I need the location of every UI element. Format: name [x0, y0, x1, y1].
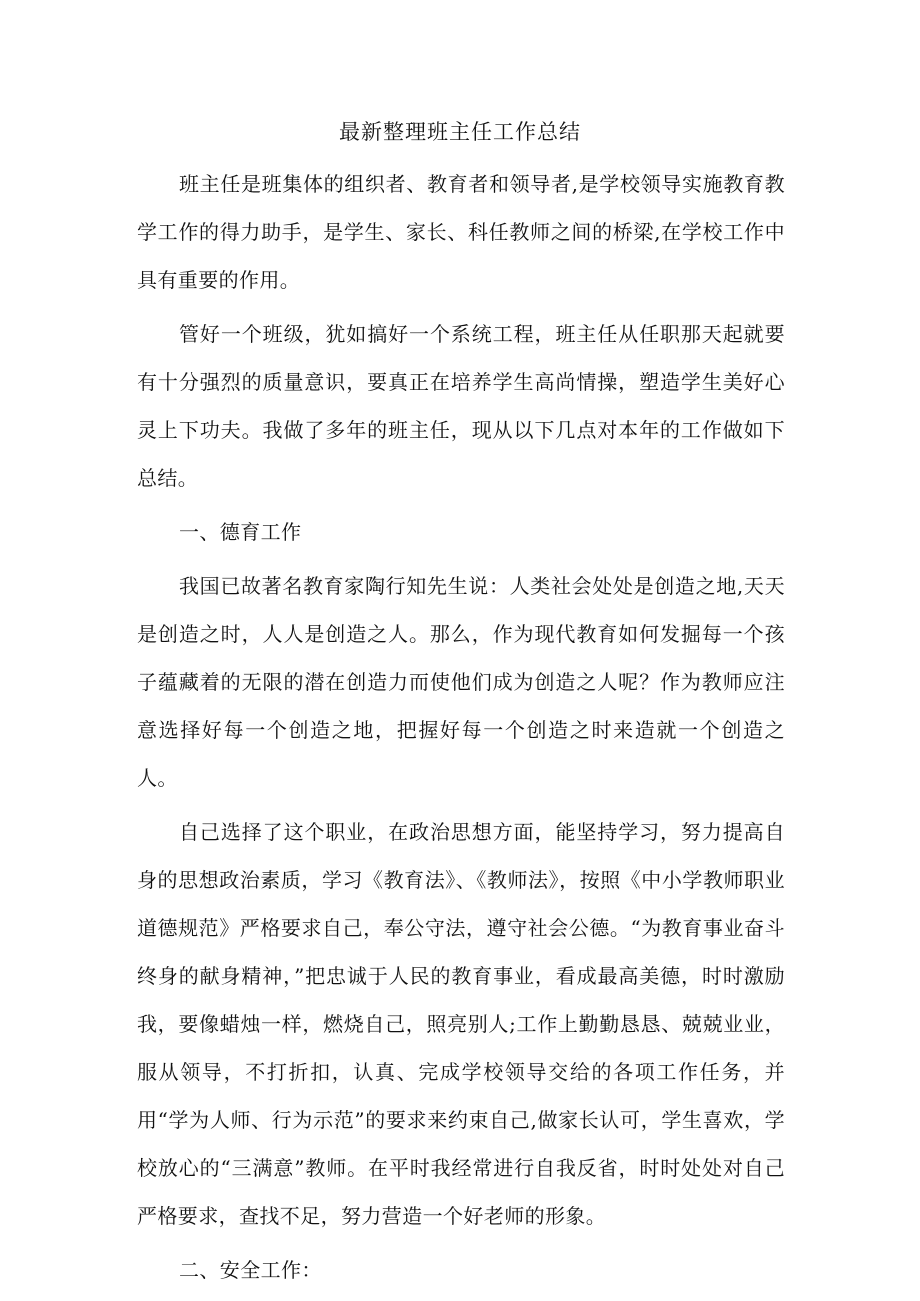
section-heading-moral-education: 一、德育工作: [179, 520, 302, 544]
document-title: 最新整理班主任工作总结: [339, 120, 581, 144]
section-heading-safety-work: 二、安全工作：: [179, 1258, 322, 1282]
paragraph-political-thought: 自己选择了这个职业，在政治思想方面，能坚持学习，努力提高自身的思想政治素质，学习《教育法》、《教师法》，按照《中小学教师职业道德规范》严格要求自己，奉公守法，遵守社会公德。“为教育事业奋斗终身的献身精神，”把忠诚于人民的教育事业，看成最高美德，时时激励我，要像蜡烛一样，燃烧自己，照亮别人;工作上勤勤恳恳、兢兢业业，服从领导，不打折扣，认真、完成学校领导交给的各项工作任务，并用“学为人师、行为示范”的要求来约束自己,做家长认可，学生喜欢，学校放心的“三满意”教师。在平时我经常进行自我反省，时时处处对自己严格要求，查找不足，努力营造一个好老师的形象。: [137, 820, 785, 1228]
paragraph-intro: 班主任是班集体的组织者、教育者和领导者,是学校领导实施教育教学工作的得力助手，是学生、家长、科任教师之间的桥梁,在学校工作中具有重要的作用。: [137, 172, 785, 292]
paragraph-overview: 管好一个班级，犹如搞好一个系统工程，班主任从任职那天起就要有十分强烈的质量意识，要真正在培养学生高尚情操，塑造学生美好心灵上下功夫。我做了多年的班主任，现从以下几点对本年的工作做如下总结。: [137, 322, 785, 490]
document-body: [137, 160, 785, 1300]
paragraph-creativity-quote: 我国已故著名教育家陶行知先生说：人类社会处处是创造之地,天天是创造之时，人人是创造之人。那么，作为现代教育如何发掘每一个孩子蕴藏着的无限的潜在创造力而使他们成为创造之人呢？作为教师应注意选择好每一个创造之地，把握好每一个创造之时来造就一个创造之人。: [137, 574, 785, 790]
